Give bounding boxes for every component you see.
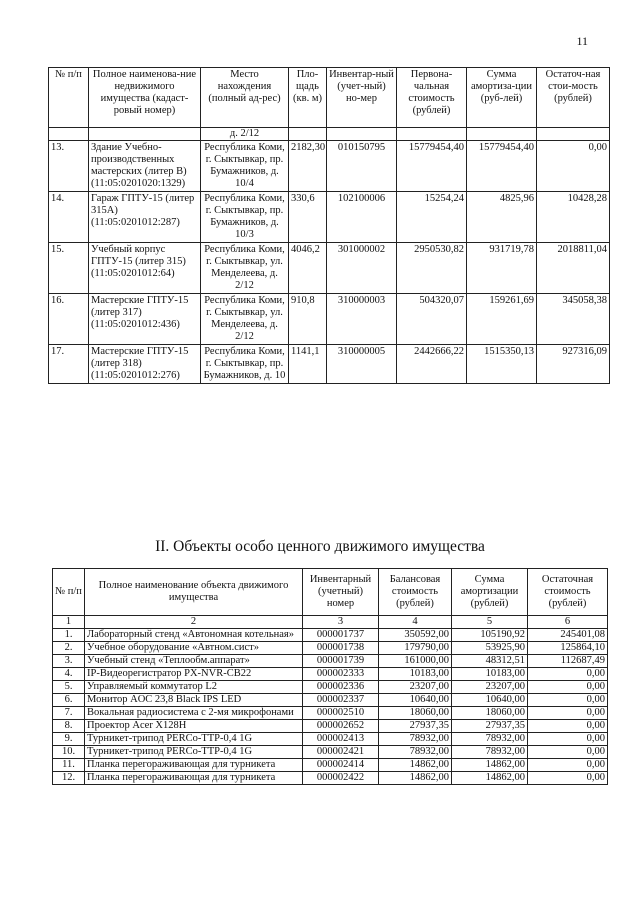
item-name: Монитор AOC 23,8 Black IPS LED <box>85 694 303 707</box>
movable-property-table <box>52 568 608 785</box>
residual-value: 0,00 <box>528 720 608 733</box>
header-cell: Остаточ-ная стои-мость (рублей) <box>537 68 610 128</box>
residual-value: 0,00 <box>528 772 608 785</box>
residual-value: 927316,09 <box>537 345 610 384</box>
inventory-number: 000002652 <box>303 720 379 733</box>
row-number: 15. <box>49 243 89 294</box>
residual-value: 0,00 <box>528 668 608 681</box>
row-number: 14. <box>49 192 89 243</box>
table-row <box>53 707 608 720</box>
inventory-number: 310000005 <box>327 345 397 384</box>
property-name: Здание Учебно-производственных мастерских (литер В) (11:05:0201020:1329) <box>89 141 201 192</box>
table-row <box>49 192 610 243</box>
property-area: 1141,1 <box>289 345 327 384</box>
item-name: Управляемый коммутатор L2 <box>85 681 303 694</box>
amortization: 78932,00 <box>452 733 528 746</box>
header-cell: Первона-чальная стоимость (рублей) <box>397 68 467 128</box>
item-name: Учебный стенд «Теплообм.аппарат» <box>85 655 303 668</box>
initial-cost: 2442666,22 <box>397 345 467 384</box>
property-area: 4046,2 <box>289 243 327 294</box>
table-row <box>53 733 608 746</box>
property-area: 2182,30 <box>289 141 327 192</box>
table-row <box>53 746 608 759</box>
property-area: 910,8 <box>289 294 327 345</box>
table-row <box>53 642 608 655</box>
row-number: 1. <box>53 629 85 642</box>
inventory-number: 000002510 <box>303 707 379 720</box>
inventory-number: 000002336 <box>303 681 379 694</box>
inventory-number: 000002414 <box>303 759 379 772</box>
amortization: 14862,00 <box>452 772 528 785</box>
table-row <box>49 243 610 294</box>
table-row <box>53 668 608 681</box>
property-address: Республика Коми, г. Сыктывкар, пр. Бумажников, д. 10/3 <box>201 192 289 243</box>
amortization: 18060,00 <box>452 707 528 720</box>
residual-value: 125864,10 <box>528 642 608 655</box>
header-cell: Полное наименование объекта движимого имущества <box>85 569 303 616</box>
initial-cost: 15254,24 <box>397 192 467 243</box>
property-address: Республика Коми, г. Сыктывкар, пр. Бумажников, д. 10 <box>201 345 289 384</box>
table-header-row <box>49 68 610 128</box>
inventory-number: 000002422 <box>303 772 379 785</box>
item-name: Лабораторный стенд «Автономная котельная» <box>85 629 303 642</box>
header-cell: Инвентарный (учетный) номер <box>303 569 379 616</box>
table-row <box>53 629 608 642</box>
row-number: 4. <box>53 668 85 681</box>
residual-value: 2018811,04 <box>537 243 610 294</box>
section-title: II. Объекты особо ценного движимого имущества <box>155 538 485 555</box>
balance-value: 10640,00 <box>379 694 452 707</box>
item-name: Турникет-трипод PERCo-TTP-0,4 1G <box>85 733 303 746</box>
initial-cost: 504320,07 <box>397 294 467 345</box>
column-index: 3 <box>303 616 379 629</box>
row-number: 3. <box>53 655 85 668</box>
balance-value: 23207,00 <box>379 681 452 694</box>
balance-value: 27937,35 <box>379 720 452 733</box>
header-cell: Пло-щадь (кв. м) <box>289 68 327 128</box>
table-header-row <box>53 569 608 616</box>
amortization: 48312,51 <box>452 655 528 668</box>
header-cell: Место нахождения (полный ад-рес) <box>201 68 289 128</box>
table-row <box>49 345 610 384</box>
amortization: 14862,00 <box>452 759 528 772</box>
header-cell: Сумма амортиза-ции (руб-лей) <box>467 68 537 128</box>
continuation-row <box>49 128 610 141</box>
column-index: 4 <box>379 616 452 629</box>
inventory-number: 000002333 <box>303 668 379 681</box>
residual-value: 10428,28 <box>537 192 610 243</box>
amortization: 1515350,13 <box>467 345 537 384</box>
amortization: 15779454,40 <box>467 141 537 192</box>
header-cell: Полное наименова-ние недвижимого имущества (кадаст-ровый номер) <box>89 68 201 128</box>
residual-value: 0,00 <box>528 694 608 707</box>
row-number: 5. <box>53 681 85 694</box>
column-index: 1 <box>53 616 85 629</box>
inventory-number: 102100006 <box>327 192 397 243</box>
property-name: Мастерские ГПТУ-15 (литер 317) (11:05:0201012:436) <box>89 294 201 345</box>
table-row <box>53 681 608 694</box>
column-index: 6 <box>528 616 608 629</box>
item-name: Планка перегораживающая для турникета <box>85 772 303 785</box>
balance-value: 14862,00 <box>379 772 452 785</box>
row-number: 12. <box>53 772 85 785</box>
row-number: 8. <box>53 720 85 733</box>
balance-value: 78932,00 <box>379 746 452 759</box>
inventory-number: 000002421 <box>303 746 379 759</box>
item-name: Вокальная радиосистема с 2-мя микрофонами <box>85 707 303 720</box>
item-name: IP-Видеорегистратор PX-NVR-CB22 <box>85 668 303 681</box>
balance-value: 161000,00 <box>379 655 452 668</box>
property-name: Учебный корпус ГПТУ-15 (литер 315) (11:05:0201012:64) <box>89 243 201 294</box>
row-number: 2. <box>53 642 85 655</box>
row-number: 13. <box>49 141 89 192</box>
table-row <box>53 759 608 772</box>
item-name: Планка перегораживающая для турникета <box>85 759 303 772</box>
column-index: 5 <box>452 616 528 629</box>
real-estate-table <box>48 67 610 384</box>
balance-value: 14862,00 <box>379 759 452 772</box>
row-number: 11. <box>53 759 85 772</box>
inventory-number: 000001738 <box>303 642 379 655</box>
amortization: 159261,69 <box>467 294 537 345</box>
amortization: 10640,00 <box>452 694 528 707</box>
header-cell: № п/п <box>49 68 89 128</box>
amortization: 78932,00 <box>452 746 528 759</box>
inventory-number: 000002337 <box>303 694 379 707</box>
table-row <box>49 141 610 192</box>
amortization: 27937,35 <box>452 720 528 733</box>
amortization: 53925,90 <box>452 642 528 655</box>
residual-value: 0,00 <box>528 733 608 746</box>
inventory-number: 310000003 <box>327 294 397 345</box>
table-row <box>53 772 608 785</box>
amortization: 105190,92 <box>452 629 528 642</box>
item-name: Турникет-трипод PERCo-TTP-0,4 1G <box>85 746 303 759</box>
table-row <box>49 294 610 345</box>
residual-value: 0,00 <box>537 141 610 192</box>
residual-value: 245401,08 <box>528 629 608 642</box>
residual-value: 0,00 <box>528 707 608 720</box>
inventory-number: 000001737 <box>303 629 379 642</box>
balance-value: 350592,00 <box>379 629 452 642</box>
column-index-row <box>53 616 608 629</box>
residual-value: 0,00 <box>528 746 608 759</box>
inventory-number: 010150795 <box>327 141 397 192</box>
inventory-number: 301000002 <box>327 243 397 294</box>
row-number: 7. <box>53 707 85 720</box>
residual-value: 112687,49 <box>528 655 608 668</box>
initial-cost: 15779454,40 <box>397 141 467 192</box>
header-cell: Сумма амортизации (рублей) <box>452 569 528 616</box>
residual-value: 345058,38 <box>537 294 610 345</box>
row-number: 17. <box>49 345 89 384</box>
balance-value: 179790,00 <box>379 642 452 655</box>
property-address: Республика Коми, г. Сыктывкар, пр. Бумажников, д. 10/4 <box>201 141 289 192</box>
initial-cost: 2950530,82 <box>397 243 467 294</box>
item-name: Учебное оборудование «Автном.сист» <box>85 642 303 655</box>
amortization: 10183,00 <box>452 668 528 681</box>
property-address: Республика Коми, г. Сыктывкар, ул. Менделеева, д. 2/12 <box>201 294 289 345</box>
column-index: 2 <box>85 616 303 629</box>
header-cell: Инвентар-ный (учет-ный) но-мер <box>327 68 397 128</box>
page-number: 11 <box>576 34 588 48</box>
header-cell: Балансовая стоимость (рублей) <box>379 569 452 616</box>
continuation-address: д. 2/12 <box>201 128 289 141</box>
row-number: 16. <box>49 294 89 345</box>
table-row <box>53 694 608 707</box>
amortization: 23207,00 <box>452 681 528 694</box>
property-name: Гараж ГПТУ-15 (литер 315А) (11:05:0201012:287) <box>89 192 201 243</box>
property-address: Республика Коми, г. Сыктывкар, ул. Менделеева, д. 2/12 <box>201 243 289 294</box>
row-number: 9. <box>53 733 85 746</box>
header-cell: № п/п <box>53 569 85 616</box>
balance-value: 10183,00 <box>379 668 452 681</box>
item-name: Проектор Acer X128H <box>85 720 303 733</box>
inventory-number: 000002413 <box>303 733 379 746</box>
header-cell: Остаточная стоимость (рублей) <box>528 569 608 616</box>
property-area: 330,6 <box>289 192 327 243</box>
amortization: 4825,96 <box>467 192 537 243</box>
balance-value: 78932,00 <box>379 733 452 746</box>
amortization: 931719,78 <box>467 243 537 294</box>
residual-value: 0,00 <box>528 759 608 772</box>
balance-value: 18060,00 <box>379 707 452 720</box>
residual-value: 0,00 <box>528 681 608 694</box>
table-row <box>53 655 608 668</box>
inventory-number: 000001739 <box>303 655 379 668</box>
row-number: 10. <box>53 746 85 759</box>
row-number: 6. <box>53 694 85 707</box>
property-name: Мастерские ГПТУ-15 (литер 318) (11:05:0201012:276) <box>89 345 201 384</box>
table-row <box>53 720 608 733</box>
